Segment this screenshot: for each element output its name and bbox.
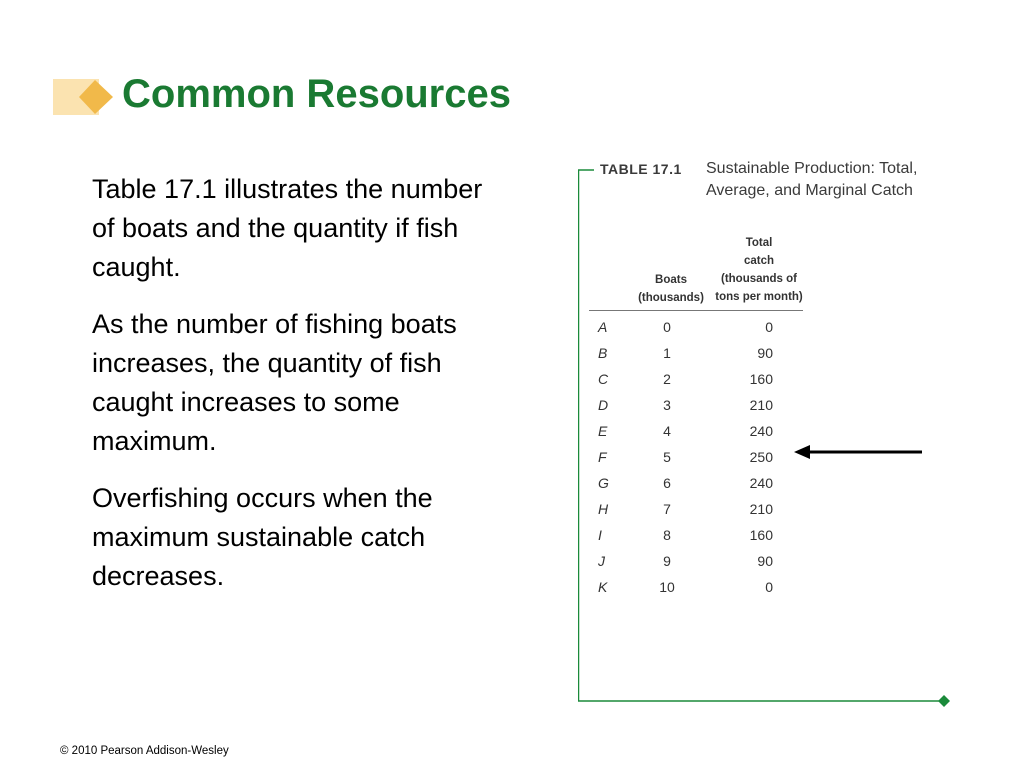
- table-row: [589, 420, 803, 446]
- paragraph-1: Table 17.1 illustrates the number of boats and the quantity if fish caught.: [92, 174, 483, 282]
- table-row: [589, 472, 803, 498]
- table-row: [589, 316, 803, 342]
- left-arrow-icon: [792, 442, 924, 462]
- table-row: [589, 368, 803, 394]
- table-row: [589, 446, 803, 472]
- paragraph-3: Overfishing occurs when the maximum sustainable catch decreases.: [92, 483, 433, 591]
- row-boats: 4: [663, 423, 671, 439]
- header-rule: [589, 310, 803, 311]
- row-boats: 0: [663, 319, 671, 335]
- row-catch: 240: [749, 423, 773, 439]
- row-label: K: [598, 579, 608, 595]
- table-row: [589, 550, 803, 576]
- table-row: [589, 576, 803, 602]
- table-row: [589, 342, 803, 368]
- catch-header-line: catch: [743, 255, 775, 267]
- row-boats: 1: [663, 345, 671, 361]
- row-catch: 240: [749, 475, 773, 491]
- body-text: [92, 170, 492, 614]
- table-row: [589, 524, 803, 550]
- row-catch: 160: [749, 371, 773, 387]
- row-boats: 10: [659, 579, 675, 595]
- boats-header: [636, 271, 706, 307]
- row-catch: 210: [749, 397, 773, 413]
- row-boats: 9: [663, 553, 671, 569]
- table-title: Sustainable Production: Total, Average, and Marginal Catch: [706, 160, 918, 199]
- row-label: I: [598, 527, 602, 543]
- row-label: H: [598, 501, 609, 517]
- copyright-text: © 2010 Pearson Addison-Wesley: [60, 745, 229, 757]
- row-catch: 210: [749, 501, 773, 517]
- slide-title: Common Resources: [122, 72, 511, 116]
- catch-header-line: Total: [745, 237, 773, 249]
- row-label: J: [598, 553, 605, 569]
- row-label: G: [598, 475, 609, 491]
- table-label: TABLE 17.1: [600, 161, 682, 177]
- catch-header-line: (thousands of: [720, 273, 798, 285]
- row-label: C: [598, 371, 609, 387]
- row-boats: 5: [663, 449, 671, 465]
- row-label: A: [598, 319, 608, 335]
- row-catch: 0: [765, 579, 773, 595]
- boats-header-line: Boats: [655, 274, 687, 286]
- row-boats: 2: [663, 371, 671, 387]
- row-label: F: [598, 449, 607, 465]
- catch-header-line: tons per month): [715, 291, 803, 303]
- table-row: [589, 394, 803, 420]
- row-boats: 6: [663, 475, 671, 491]
- row-catch: 90: [757, 553, 773, 569]
- row-catch: 250: [749, 449, 773, 465]
- table-row: [589, 498, 803, 524]
- row-catch: 0: [765, 319, 773, 335]
- row-boats: 8: [663, 527, 671, 543]
- row-boats: 3: [663, 397, 671, 413]
- row-label: D: [598, 397, 609, 413]
- paragraph-2: As the number of fishing boats increases, the quantity of fish caught increases to some maximum.: [92, 309, 457, 456]
- boats-header-line: (thousands): [638, 292, 704, 304]
- row-catch: 160: [749, 527, 773, 543]
- row-catch: 90: [757, 345, 773, 361]
- total-catch-header: [710, 234, 808, 306]
- row-boats: 7: [663, 501, 671, 517]
- row-label: B: [598, 345, 608, 361]
- title-diamond-icon: [53, 77, 115, 117]
- row-label: E: [598, 423, 608, 439]
- table-body: [589, 316, 803, 602]
